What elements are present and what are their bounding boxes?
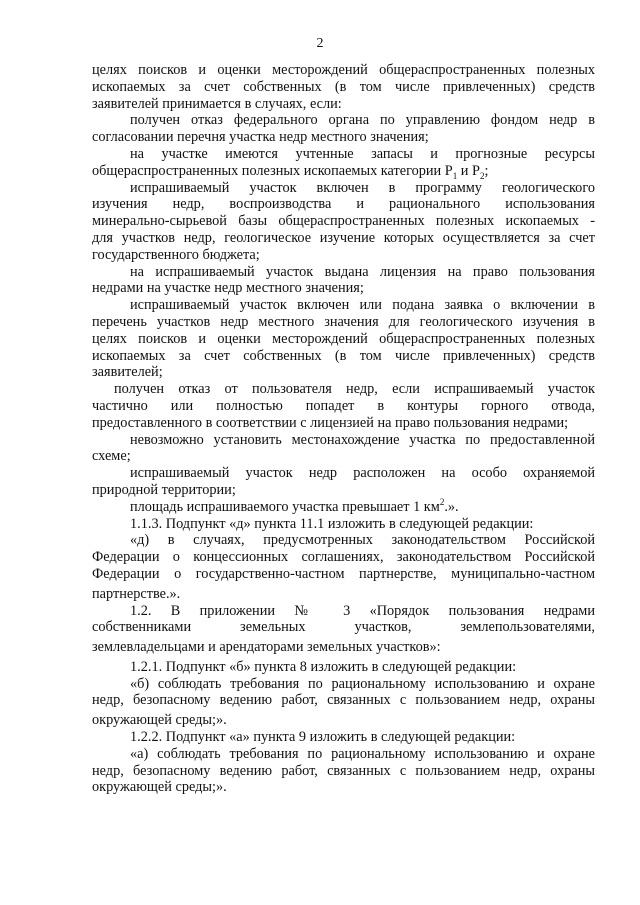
page-number: 2 — [316, 36, 324, 51]
text-line — [92, 549, 595, 566]
text-line-content: «а) соблюдать требования по рациональному использованию и охране — [130, 745, 595, 762]
text-line-content: заявителей; — [92, 364, 163, 381]
text-line-content: Федерации о концессионных соглашениях, законодательством Российской — [92, 549, 595, 566]
text-line-content: минерально-сырьевой базы общераспространенных полезных ископаемых - — [92, 213, 595, 230]
text-line — [92, 659, 595, 676]
text-line-content: общераспространенных полезных ископаемых категории P — [92, 162, 453, 179]
text-line-content: Федерации о государственно-частном партнерстве, муниципально-частном — [92, 565, 595, 582]
text-line-content: схеме; — [92, 448, 131, 465]
text-line — [92, 516, 595, 533]
text-line — [92, 692, 595, 709]
superscript: 2 — [439, 496, 445, 507]
text-line — [92, 496, 595, 516]
text-line-content: предоставленного в соответствии с лицензией на право пользования недрами; — [92, 414, 569, 431]
text-line-content: испрашиваемый участок недр расположен на особо охраняемой — [130, 465, 595, 482]
text-line — [92, 746, 595, 763]
text-line — [92, 129, 595, 146]
text-line — [92, 196, 595, 213]
text-line — [92, 729, 595, 746]
text-line-content: 1.2.1. Подпункт «б» пункта 8 изложить в следующей редакции: — [130, 658, 517, 675]
text-line-content: недр, безопасному ведению работ, связанных с пользованием недр, охраны — [92, 692, 595, 709]
text-line — [92, 532, 595, 549]
text-line — [92, 264, 595, 281]
text-line-content: «д) в случаях, предусмотренных законодательством Российской — [130, 532, 595, 549]
text-fragment: .». — [444, 498, 459, 515]
subscript: 2 — [479, 170, 485, 181]
text-line — [92, 364, 595, 381]
text-line — [92, 247, 595, 264]
text-line — [92, 712, 595, 729]
text-line — [92, 348, 595, 365]
text-line-content: перечень участков недр местного значения для геологического изучения в — [92, 313, 595, 330]
text-line — [92, 676, 595, 693]
text-line — [92, 79, 595, 96]
text-fragment: ; — [484, 162, 489, 179]
text-line — [92, 465, 595, 482]
text-line-content: 1.2.2. Подпункт «а» пункта 9 изложить в следующей редакции: — [130, 729, 516, 746]
text-line — [92, 398, 595, 415]
text-line-content: на участке имеются учтенные запасы и прогнозные ресурсы — [130, 145, 595, 162]
text-line — [92, 297, 595, 314]
text-line — [92, 639, 595, 656]
text-line — [92, 331, 595, 348]
text-line-content: окружающей среды;». — [92, 779, 227, 796]
text-line — [92, 62, 595, 79]
text-line — [92, 619, 595, 636]
text-line — [92, 230, 595, 247]
text-line-content: целях поисков и оценки месторождений общераспространенных полезных — [92, 62, 595, 78]
text-line — [92, 779, 595, 796]
text-line-content: получен отказ от пользователя недр, если испрашиваемый участок — [114, 381, 595, 398]
text-line-content: частично или полностью попадет в контуры горного отвода, — [92, 397, 595, 414]
text-line-content: целях поисков и оценки месторождений общераспространенных полезных — [92, 330, 595, 347]
text-fragment: и P — [457, 162, 480, 179]
text-line-content: для участков недр, геологическое изучение которых осуществляется за счет — [92, 229, 595, 246]
text-line — [92, 314, 595, 331]
text-line — [92, 163, 595, 180]
text-line-content: природной территории; — [92, 481, 236, 498]
document-body — [92, 62, 595, 796]
text-line-content: собственниками земельных участков, землепользователями, — [92, 619, 595, 636]
text-line-content: невозможно установить местонахождение участка по предоставленной — [130, 431, 595, 448]
text-line-content: испрашиваемый участок включен или подана заявка о включении в — [130, 297, 595, 314]
text-line — [92, 415, 595, 432]
text-line — [92, 146, 595, 163]
text-line — [92, 381, 595, 398]
text-line — [92, 112, 595, 129]
text-line-content: недр, безопасному ведению работ, связанных с пользованием недр, охраны — [92, 762, 595, 779]
text-line — [92, 482, 595, 499]
text-line-content: «б) соблюдать требования по рациональному использованию и охране — [130, 675, 595, 692]
text-line-content: получен отказ федерального органа по управлению фондом недр в — [130, 112, 595, 129]
text-line-content: на испрашиваемый участок выдана лицензия на право пользования — [130, 263, 595, 280]
text-line-content: площадь испрашиваемого участка превышает 1 км — [130, 498, 440, 515]
text-line — [92, 213, 595, 230]
text-line-content: ископаемых за счет собственных (в том числе привлеченных) средств — [92, 78, 595, 95]
text-line-content: недрами на участке недр местного значения; — [92, 280, 364, 297]
text-line — [92, 586, 595, 603]
text-line-content: ископаемых за счет собственных (в том числе привлеченных) средств — [92, 347, 595, 364]
text-line-content: партнерстве.». — [92, 585, 181, 602]
text-line-content: испрашиваемый участок включен в программу геологического — [130, 179, 595, 196]
text-line-content: землевладельцами и арендаторами земельных участков»: — [92, 639, 441, 656]
text-line — [92, 96, 595, 113]
text-line-content: изучения недр, воспроизводства и рационального использования — [92, 196, 595, 213]
text-line-content: согласовании перечня участка недр местного значения; — [92, 129, 429, 146]
text-line-content: 1.1.3. Подпункт «д» пункта 11.1 изложить в следующей редакции: — [130, 515, 534, 532]
text-line-content: заявителей принимается в случаях, если: — [92, 95, 342, 112]
text-line — [92, 280, 595, 297]
text-line — [92, 180, 595, 197]
subscript: 1 — [452, 170, 458, 181]
text-line — [92, 763, 595, 780]
text-line-content: государственного бюджета; — [92, 246, 260, 263]
text-line-content: окружающей среды;». — [92, 712, 227, 729]
text-line — [92, 566, 595, 583]
text-line — [92, 603, 595, 620]
text-line — [92, 448, 595, 465]
text-line-content: 1.2. В приложении № 3 «Порядок пользования недрами — [130, 602, 595, 619]
text-line — [92, 432, 595, 449]
